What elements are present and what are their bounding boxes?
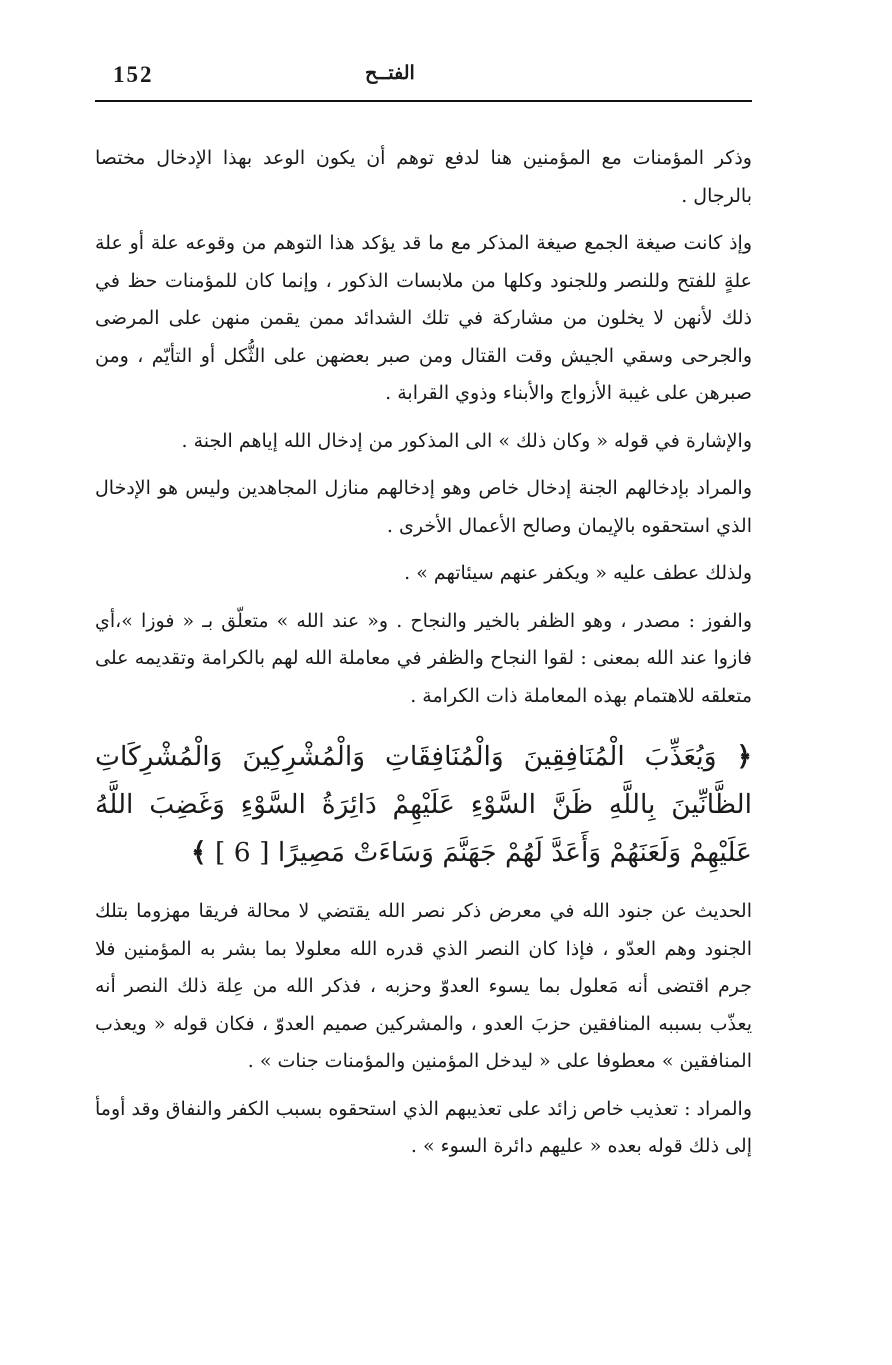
paragraph: والمراد بإدخالهم الجنة إدخال خاص وهو إدخالهم منازل المجاهدين وليس هو الإدخال الذي استحقوه بالإيمان وصالح الأعمال الأخرى . <box>95 477 752 537</box>
page-number: 152 <box>113 62 154 87</box>
running-title: الفتــح <box>365 62 415 84</box>
commentary-paragraph: والمراد : تعذيب خاص زائد على تعذيبهم الذي استحقوه بسبب الكفر والنفاق وقد أومأ إلى ذلك قوله بعده « عليهم دائرة السوء » . <box>95 1097 752 1157</box>
commentary-paragraph: الحديث عن جنود الله في معرض ذكر نصر الله يقتضي لا محالة فريقا مهزوما بتلك الجنود وهم العدّو ، فإذا كان النصر الذي قدره الله معلولا بما بشر به المؤمنين فلا جرم اقتضى أنه مَعلول بما يسوء العدوّ وحزبه ، فذكر الله من عِلة ذلك النصر أنه يعذّب بسببه المنافقين حزبَ العدو ، والمشركين صميم العدوّ ، فكان قوله « ويعذب المنافقين » معطوفا على « ليدخل المؤمنين والمؤمنات جنات » . <box>95 900 752 1072</box>
quran-verse <box>95 733 752 877</box>
verse-text: وَيُعَذِّبَ الْمُنَافِقِينَ وَالْمُنَافِقَاتِ وَالْمُشْرِكِينَ وَالْمُشْرِكَاتِ الظَّانِّينَ بِاللَّهِ ظَنَّ السَّوْءِ عَلَيْهِمْ دَائِرَةُ السَّوْءِ وَغَضِبَ اللَّهُ عَلَيْهِمْ وَلَعَنَهُمْ وَأَعَدَّ لَهُمْ جَهَنَّمَ وَسَاءَتْ مَصِيرًا <box>95 741 752 868</box>
paragraph: وإذ كانت صيغة الجمع صيغة المذكر مع ما قد يؤكد هذا التوهم من وقوعه علة أو علة علةٍ للفتح وللنصر وللجنود وكلها من ملابسات الذكور ، وإنما كان للمؤمنات حظ في ذلك لأنهن لا يخلون من مشاركة في تلك الشدائد ممن يقمن منهن على المرضى والجرحى وسقي الجيش وقت القتال ومن صبر بعضهن على الثُّكل أو التأيّم ، ومن صبرهن على غيبة الأزواج والأبناء وذوي القرابة . <box>95 232 752 404</box>
verse-open-brace: ﴿ <box>736 741 752 772</box>
verse-number: [ 6 ] <box>215 837 270 868</box>
page-header <box>95 58 752 102</box>
paragraph: ولذلك عطف عليه « ويكفر عنهم سيئاتهم » . <box>404 562 752 584</box>
paragraph: وذكر المؤمنات مع المؤمنين هنا لدفع توهم أن يكون الوعد بهذا الإدخال مختصا بالرجال . <box>95 147 752 207</box>
verse-close-brace: ﴾ <box>191 837 207 868</box>
page-body <box>95 140 752 1176</box>
paragraph: والفوز : مصدر ، وهو الظفر بالخير والنجاح . و« عند الله » متعلّق بـ « فوزا »،أي فازوا عند الله بمعنى : لقوا النجاح والظفر في معاملة الله لهم بالكرامة وتقديمه على متعلقه للاهتمام بهذه المعاملة ذات الكرامة . <box>95 609 752 707</box>
paragraph: والإشارة في قوله « وكان ذلك » الى المذكور من إدخال الله إياهم الجنة . <box>181 429 752 452</box>
